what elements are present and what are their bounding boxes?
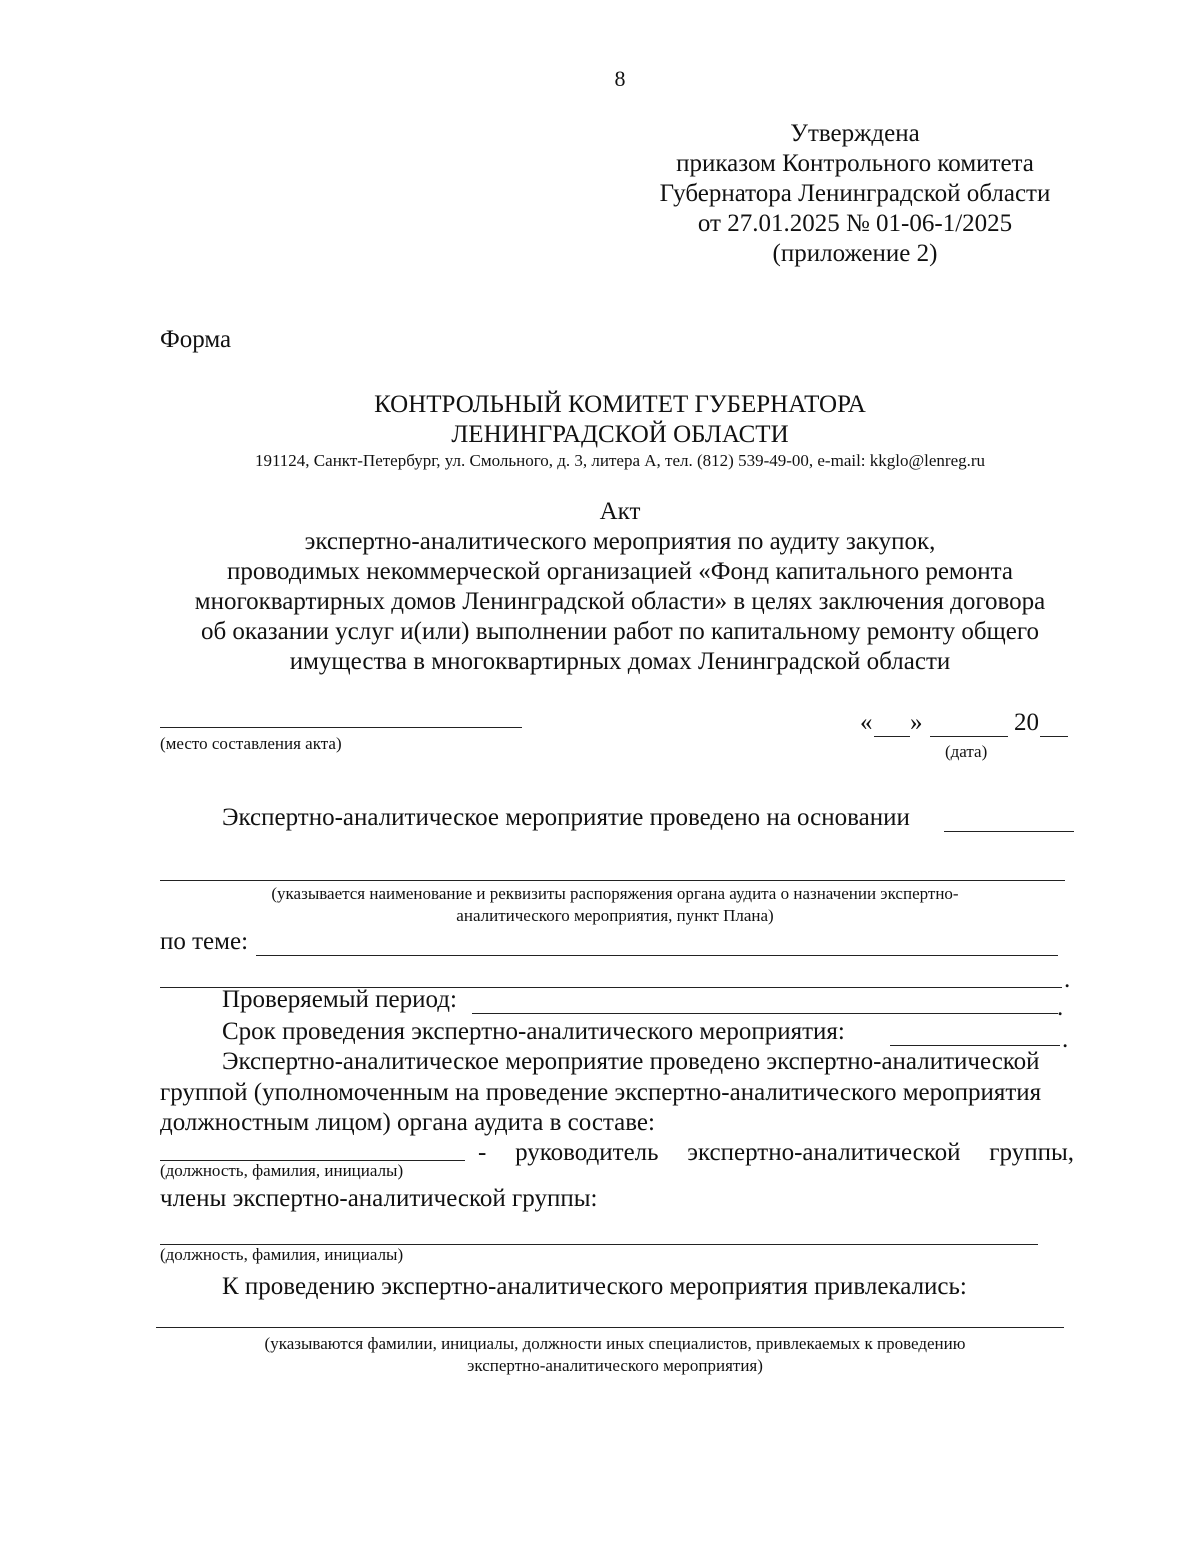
group-line-2: группой (уполномоченным на проведение экспертно-аналитического мероприятия (160, 1079, 1042, 1106)
approval-line-2: приказом Контрольного комитета (676, 150, 1034, 177)
involved-caption-line-1: (указываются фамилии, инициалы, должности иных специалистов, привлекаемых к проведению (264, 1334, 966, 1353)
group-line-3: должностным лицом) органа аудита в составе: (160, 1109, 655, 1136)
period-field[interactable] (472, 1013, 1058, 1014)
basis-caption (160, 883, 1070, 927)
act-title-line-6: имущества в многоквартирных домах Ленинградской области (289, 648, 951, 675)
act-title (150, 497, 1090, 677)
involved-caption (160, 1333, 1070, 1377)
group-line-1: Экспертно-аналитическое мероприятие проведено экспертно-аналитической (222, 1048, 1040, 1075)
approval-line-3: Губернатора Ленинградской области (659, 180, 1051, 207)
act-title-line-5: об оказании услуг и(или) выполнении работ по капитальному ремонту общего (200, 618, 1040, 645)
approval-line-4: от 27.01.2025 № 01-06-1/2025 (697, 210, 1013, 237)
period-label: Проверяемый период: (222, 986, 457, 1013)
period-end-dot: . (1057, 994, 1064, 1021)
basis-field[interactable] (944, 831, 1074, 832)
act-title-line-2: экспертно-аналитического мероприятия по аудиту закупок, (304, 528, 936, 555)
date-caption: (дата) (945, 742, 988, 761)
basis-caption-line-2: аналитического мероприятия, пункт Плана) (456, 906, 774, 925)
involved-label: К проведению экспертно-аналитического мероприятия привлекались: (222, 1273, 967, 1300)
members-caption: (должность, фамилия, инициалы) (160, 1245, 404, 1264)
leader-caption: (должность, фамилия, инициалы) (160, 1161, 404, 1180)
date-year-prefix: 20 (1014, 709, 1039, 736)
org-address: 191124, Санкт-Петербург, ул. Смольного, д. 3, литера А, тел. (812) 539-49-00, e-mail: kkglo@lenreg.ru (254, 451, 986, 470)
members-label: члены экспертно-аналитической группы: (160, 1185, 598, 1212)
date-year-field[interactable] (1040, 736, 1068, 737)
basis-caption-line-1: (указывается наименование и реквизиты распоряжения органа аудита о назначении экспертно- (271, 884, 959, 903)
org-name-line-2: ЛЕНИНГРАДСКОЙ ОБЛАСТИ (451, 421, 789, 448)
topic-end-dot: . (1064, 966, 1071, 993)
act-title-line-3: проводимых некоммерческой организацией «Фонд капитального ремонта (227, 558, 1013, 585)
act-title-line-1: Акт (599, 498, 641, 525)
org-header (300, 390, 940, 450)
term-label: Срок проведения экспертно-аналитического мероприятия: (222, 1018, 845, 1045)
date-close-quote: » (910, 709, 923, 736)
involved-field[interactable] (156, 1327, 1064, 1328)
date-day-field[interactable] (874, 736, 910, 737)
topic-label: по теме: (160, 928, 249, 955)
place-field[interactable] (160, 727, 522, 728)
approval-block (620, 119, 1090, 269)
basis-field-continued[interactable] (160, 880, 1065, 881)
term-field[interactable] (890, 1045, 1060, 1046)
act-title-line-4: многоквартирных домов Ленинградской области» в целях заключения договора (194, 588, 1046, 615)
date-month-field[interactable] (930, 736, 1008, 737)
page-number: 8 (614, 66, 626, 91)
form-label: Форма (160, 326, 232, 353)
basis-label: Экспертно-аналитическое мероприятие проведено на основании (222, 804, 910, 831)
involved-caption-line-2: экспертно-аналитического мероприятия) (467, 1356, 763, 1375)
approval-line-1: Утверждена (790, 120, 920, 147)
place-caption: (место составления акта) (160, 734, 342, 753)
term-end-dot: . (1062, 1026, 1069, 1053)
date-open-quote: « (860, 709, 873, 736)
approval-line-5: (приложение 2) (772, 240, 938, 267)
leader-suffix: - руководитель экспертно-аналитической группы, (478, 1139, 1074, 1166)
org-name-line-1: КОНТРОЛЬНЫЙ КОМИТЕТ ГУБЕРНАТОРА (374, 391, 866, 418)
topic-field[interactable] (256, 955, 1058, 956)
